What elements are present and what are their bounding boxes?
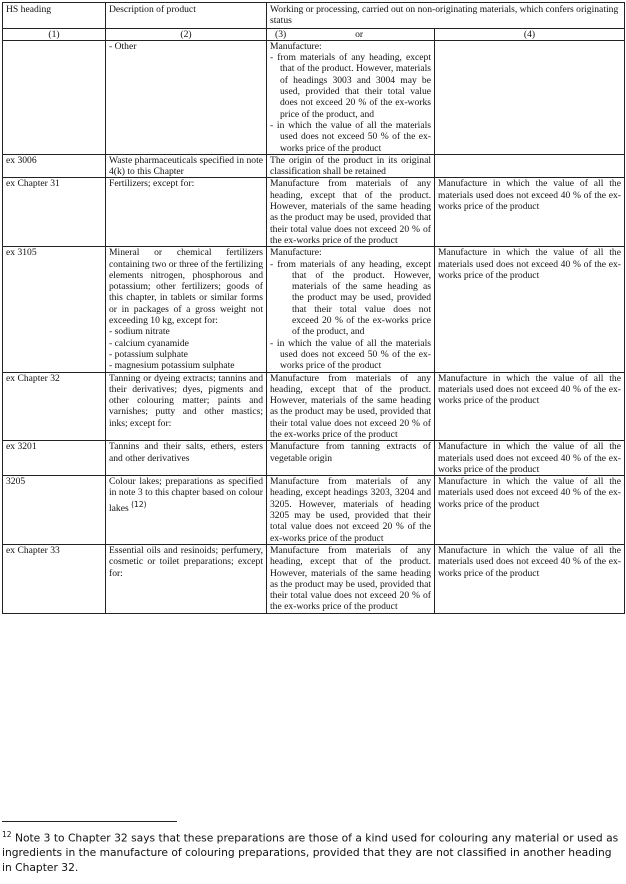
hs-heading-cell: ex 3201: [3, 441, 106, 476]
table-row: [3, 247, 625, 372]
description-line: - calcium cyanamide: [109, 337, 189, 349]
description-line: - potassium sulphate: [109, 348, 188, 360]
rule-text: Manufacture from materials of any heading, except that of the product. However, materials of the same heading as the product may be used, provided that their total value does not exceed 20 % of the ex-works price of the product: [270, 372, 431, 440]
description-cell: [106, 154, 267, 178]
rule-text: Manufacture in which the value of all the materials used does not exceed 40 % of the ex-works price of the product: [438, 247, 621, 281]
working-cell: [267, 40, 435, 154]
footnote: [2, 828, 622, 875]
header-working: Working or processing, carried out on non-originating materials, which confers originating status: [267, 3, 625, 29]
footnote-reference: (12): [131, 499, 147, 509]
header-row: [3, 3, 625, 29]
table-row: [3, 40, 625, 154]
description-line: - magnesium potassium sulphate: [109, 360, 235, 372]
rule-text: Manufacture from tanning extracts of vegetable origin: [270, 441, 431, 464]
description-line: - sodium nitrate: [109, 326, 170, 338]
table-row: [3, 441, 625, 476]
rule-condition: - in which the value of all the materials used does not exceed 50 % of the ex-works price of the product: [270, 337, 431, 372]
rule-text: Manufacture in which the value of all the materials used does not exceed 40 % of the ex-works price of the product: [438, 441, 621, 475]
rule-text: Manufacture:: [270, 247, 322, 259]
working-cell: [267, 372, 435, 441]
table-row: [3, 372, 625, 441]
column-number-row: [3, 28, 625, 40]
description-line: Essential oils and resinoids; perfumery, cosmetic or toilet preparations; except for:: [109, 544, 263, 579]
footnote-number: 12: [2, 830, 12, 839]
hs-heading-cell: ex 3006: [3, 154, 106, 178]
rule-text: Manufacture in which the value of all the materials used does not exceed 40 % of the ex-works price of the product: [438, 476, 621, 510]
working-cell: [267, 544, 435, 613]
working-cell: [267, 178, 435, 247]
footnote-text: Note 3 to Chapter 32 says that these preparations are those of a kind used for colouring any material or used as ingredients in the manufacture of colouring preparations, provided that they are not classified in another heading in Chapter 32.: [2, 831, 619, 874]
header-description: Description of product: [106, 3, 267, 29]
working-cell: [267, 441, 435, 476]
description-line: Tanning or dyeing extracts; tannins and their derivatives; dyes, pigments and other colouring matter; paints and varnishes; putty and other mastics; inks; except for:: [109, 372, 263, 429]
rule-text: Manufacture from materials of any heading, except headings 3203, 3204 and 3205. However, materials of heading 3205 may be used, provided that their total value does not exceed 20 % of the ex-works price of the product: [270, 476, 431, 544]
alternative-working-cell: [435, 40, 625, 154]
alternative-working-cell: [435, 372, 625, 441]
table-row: [3, 178, 625, 247]
column-number-4: (4): [435, 28, 625, 40]
hs-heading-cell: 3205: [3, 476, 106, 545]
or-label: or: [355, 28, 364, 40]
description-cell: [106, 247, 267, 372]
hs-heading-cell: ex Chapter 33: [3, 544, 106, 613]
alternative-working-cell: [435, 476, 625, 545]
description-line: Colour lakes; preparations as specified in note 3 to this chapter based on colour lakes $^{(12)}$: [109, 476, 263, 514]
rule-text: Manufacture from materials of any heading, except that of the product. However, materials of the same heading as the product may be used, provided that their total value does not exceed 20 % of the ex-works price of the product: [270, 178, 431, 246]
column-number-1: (1): [3, 28, 106, 40]
rule-text: Manufacture from materials of any heading, except that of the product. However, materials of the same heading as the product may be used, provided that their total value does not exceed 20 % of the ex-works price of the product: [270, 544, 431, 613]
description-cell: [106, 178, 267, 247]
header-hs-heading: HS heading: [3, 3, 106, 29]
table-row: [3, 544, 625, 613]
footnote-divider: [2, 821, 177, 822]
description-line: Fertilizers; except for:: [109, 178, 195, 190]
alternative-working-cell: [435, 441, 625, 476]
description-line: Mineral or chemical fertilizers containing two or three of the fertilizing elements nitrogen, phosphorous and potassium; other fertilizers; goods of this chapter, in tablets or similar forms or in packages of a gross weight not exceeding 10 kg, except for:: [109, 247, 263, 327]
rule-text: Manufacture in which the value of all the materials used does not exceed 40 % of the ex-works price of the product: [438, 178, 621, 213]
working-cell: [267, 247, 435, 372]
rule-text: Manufacture:: [270, 40, 322, 52]
hs-heading-cell: ex Chapter 31: [3, 178, 106, 247]
rule-condition: - from materials of any heading, except that of the product. However, materials of the same heading as the product may be used, provided that their total value does not exceed 20 % of the ex-works price of the product, and: [270, 258, 431, 338]
rule-condition: - from materials of any heading, except that of the product. However, materials of headings 3003 and 3004 may be used, provided that their total value does not exceed 20 % of the ex-works price of the product, and: [270, 52, 431, 120]
description-cell: [106, 544, 267, 613]
description-cell: [106, 441, 267, 476]
hs-heading-cell: ex Chapter 32: [3, 372, 106, 441]
alternative-working-cell: [435, 154, 625, 178]
hs-heading-cell: [3, 40, 106, 154]
rule-text: The origin of the product in its original classification shall be retained: [270, 154, 431, 178]
rule-text: Manufacture in which the value of all the materials used does not exceed 40 % of the ex-works price of the product: [438, 544, 621, 579]
description-cell: [106, 476, 267, 545]
rule-text: Manufacture in which the value of all the materials used does not exceed 40 % of the ex-works price of the product: [438, 372, 621, 407]
table-row: [3, 154, 625, 178]
description-cell: [106, 40, 267, 154]
rules-table: [2, 2, 625, 614]
column-number-2: (2): [106, 28, 267, 40]
description-line: Waste pharmaceuticals specified in note 4(k) to this Chapter: [109, 154, 263, 178]
rule-condition: - in which the value of all the materials used does not exceed 50 % of the ex-works price of the product: [270, 119, 431, 154]
description-line: Tannins and their salts, ethers, esters and other derivatives: [109, 441, 263, 464]
alternative-working-cell: [435, 544, 625, 613]
hs-heading-cell: ex 3105: [3, 247, 106, 372]
alternative-working-cell: [435, 178, 625, 247]
table-row: [3, 476, 625, 545]
alternative-working-cell: [435, 247, 625, 372]
column-number-3: (3) or: [267, 28, 435, 40]
working-cell: [267, 154, 435, 178]
working-cell: [267, 476, 435, 545]
description-cell: [106, 372, 267, 441]
description-line: - Other: [109, 40, 137, 52]
